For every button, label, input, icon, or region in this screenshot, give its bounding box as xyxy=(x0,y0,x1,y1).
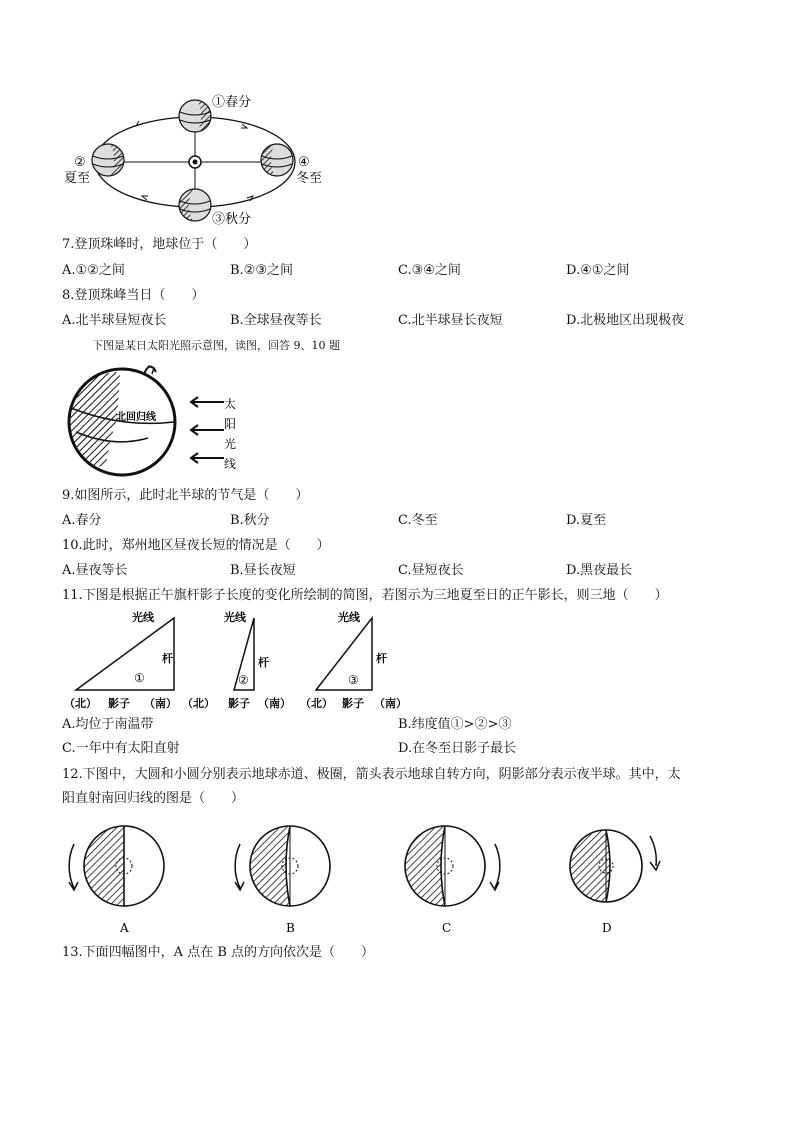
orbit-label-winter: 冬至 xyxy=(296,171,323,186)
q7-option-d[interactable]: D.④①之间 xyxy=(566,263,630,278)
num-1: ① xyxy=(134,671,145,685)
orbit-figure xyxy=(62,88,332,233)
sun-text-4: 线 xyxy=(224,457,237,471)
south-label-3: （南） xyxy=(374,697,407,710)
sunlight-figure xyxy=(64,360,254,482)
q9-option-c[interactable]: C.冬至 xyxy=(398,513,438,528)
q9-option-d[interactable]: D.夏至 xyxy=(566,513,607,528)
q8-option-b[interactable]: B.全球昼夜等长 xyxy=(230,313,322,328)
q7-option-a[interactable]: A.①②之间 xyxy=(62,263,125,278)
q10-option-d[interactable]: D.黑夜最长 xyxy=(566,563,633,578)
q12-figures xyxy=(60,820,680,938)
q10-option-c[interactable]: C.昼短夜长 xyxy=(398,563,464,578)
light-label-2: 光线 xyxy=(224,611,246,624)
q12-label-b[interactable]: B xyxy=(286,921,295,935)
q9-option-b[interactable]: B.秋分 xyxy=(230,513,270,528)
num-2: ② xyxy=(238,673,249,687)
q12-label-c[interactable]: C xyxy=(442,921,452,935)
earth-spring-icon xyxy=(179,100,211,132)
shadow-figure xyxy=(64,610,424,712)
q11-stem: 11.下图是根据正午旗杆影子长度的变化所绘制的简图，若图示为三地夏至日的正午影长，则三地（ ） xyxy=(62,588,668,603)
q10-stem: 10.此时，郑州地区昼夜长短的情况是（ ） xyxy=(62,538,330,553)
south-label-2: （南） xyxy=(258,697,291,710)
sun-text-3: 光 xyxy=(224,437,237,451)
q9-stem: 9.如图所示，此时北半球的节气是（ ） xyxy=(62,488,309,503)
q8-option-c[interactable]: C.北半球昼长夜短 xyxy=(398,313,503,328)
shadow-label-2: 影子 xyxy=(228,697,250,710)
q7-option-c[interactable]: C.③④之间 xyxy=(398,263,461,278)
pole-label-1: 杆 xyxy=(162,652,173,665)
earth-autumn-icon xyxy=(179,189,211,221)
option-a-globe xyxy=(69,826,164,906)
tropic-label: 北回归线 xyxy=(116,412,156,423)
num-3: ③ xyxy=(348,673,359,687)
q9-option-a[interactable]: A.春分 xyxy=(62,513,102,528)
south-label-1: （南） xyxy=(144,697,177,710)
q13-stem: 13.下面四幅图中，A 点在 B 点的方向依次是（ ） xyxy=(62,945,375,960)
earth-winter-icon xyxy=(261,144,293,176)
sun-text-2: 阳 xyxy=(224,417,237,431)
q12-stem-line2: 阳直射南回归线的图是（ ） xyxy=(62,791,245,806)
q7-stem: 7.登顶珠峰时，地球位于（ ） xyxy=(62,237,257,252)
light-label-3: 光线 xyxy=(338,611,360,624)
q8-stem: 8.登顶珠峰当日（ ） xyxy=(62,288,205,303)
option-b-globe xyxy=(235,826,330,906)
orbit-label-4: ④ xyxy=(298,155,310,170)
option-c-globe xyxy=(405,826,500,906)
note-9-10: 下图是某日太阳光照示意图，读图，回答 9、10 题 xyxy=(92,339,340,352)
light-label-1: 光线 xyxy=(132,611,154,624)
q8-option-d[interactable]: D.北极地区出现极夜 xyxy=(566,313,685,328)
q11-option-a[interactable]: A.均位于南温带 xyxy=(62,717,154,732)
shadow-label-3: 影子 xyxy=(342,697,364,710)
q7-option-b[interactable]: B.②③之间 xyxy=(230,263,293,278)
shadow-triangle-1 xyxy=(76,618,174,690)
q11-option-b[interactable]: B.纬度值①>②>③ xyxy=(398,717,512,732)
pole-label-3: 杆 xyxy=(376,652,387,665)
north-label-1: （北） xyxy=(64,697,97,710)
option-d-globe xyxy=(570,830,660,902)
q11-option-d[interactable]: D.在冬至日影子最长 xyxy=(398,741,517,756)
north-label-3: （北） xyxy=(300,697,333,710)
shadow-label-1: 影子 xyxy=(108,697,130,710)
q12-stem-line1: 12.下图中，大圆和小圆分别表示地球赤道、极圈，箭头表示地球自转方向，阴影部分表示夜半球。其中，太 xyxy=(62,767,681,782)
q8-option-a[interactable]: A.北半球昼短夜长 xyxy=(62,313,167,328)
shadow-triangle-3 xyxy=(316,618,372,690)
q10-option-a[interactable]: A.昼夜等长 xyxy=(62,563,128,578)
q10-option-b[interactable]: B.昼长夜短 xyxy=(230,563,296,578)
orbit-label-summer: 夏至 xyxy=(64,171,91,186)
orbit-label-2: ② xyxy=(74,155,86,170)
sun-text-1: 太 xyxy=(224,397,237,411)
orbit-label-autumn: ③秋分 xyxy=(212,212,252,227)
pole-label-2: 杆 xyxy=(258,656,269,669)
orbit-label-spring: ①春分 xyxy=(212,95,252,110)
north-label-2: （北） xyxy=(182,697,215,710)
q12-label-d[interactable]: D xyxy=(602,921,612,935)
q11-option-c[interactable]: C.一年中有太阳直射 xyxy=(62,741,180,756)
earth-summer-icon xyxy=(92,144,124,176)
q12-label-a[interactable]: A xyxy=(120,921,129,935)
